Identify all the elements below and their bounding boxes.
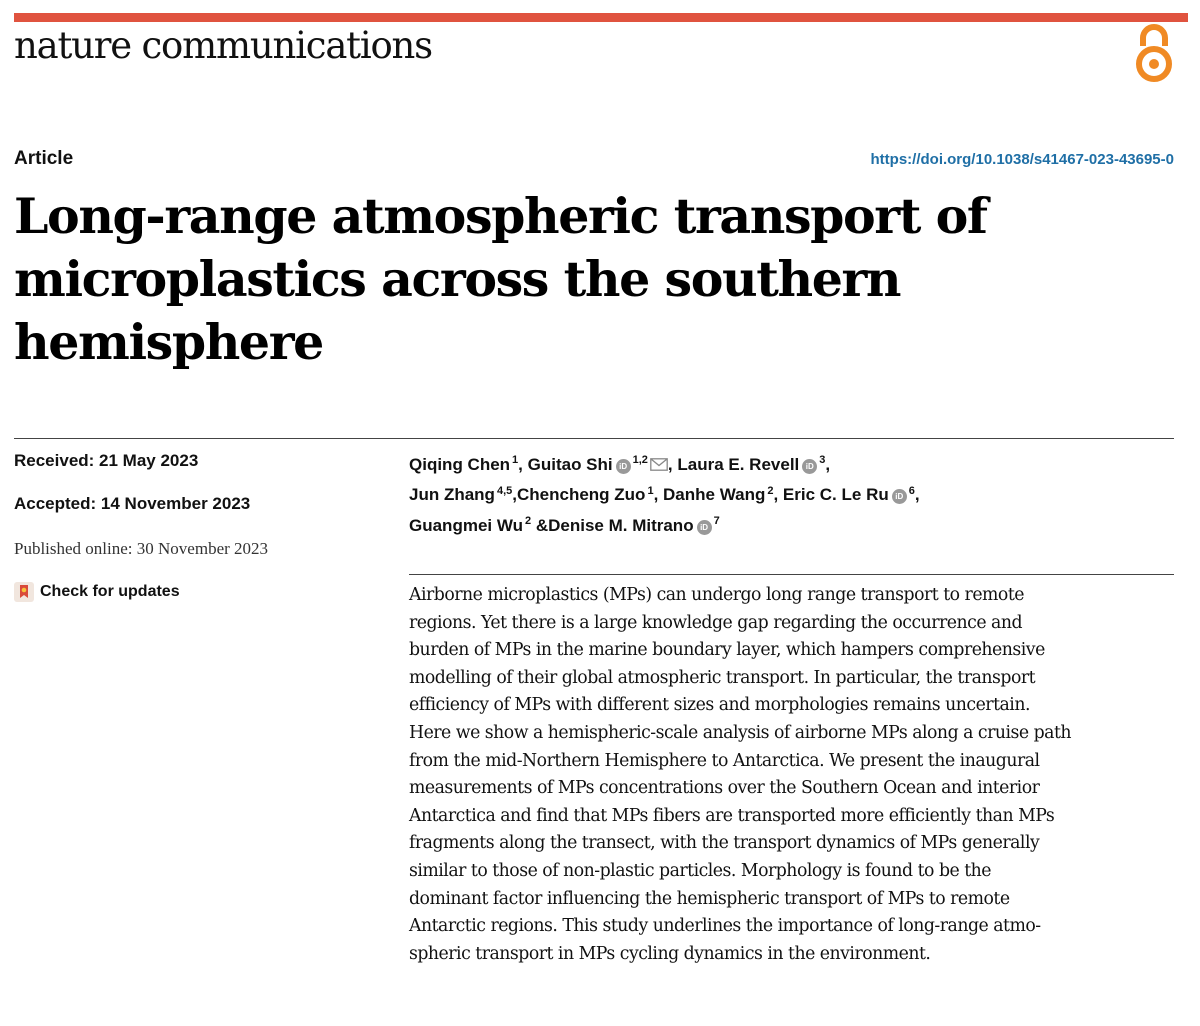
check-updates-label: Check for updates [40,583,180,600]
author[interactable] [783,485,920,504]
affiliation-number: 7 [713,515,720,528]
affiliation-number: 2 [767,484,774,497]
author[interactable] [663,485,783,504]
title-line: hemisphere [14,313,323,371]
check-for-updates-button[interactable] [14,582,180,602]
published-date: Published online: 30 November 2023 [14,539,269,558]
article-title [14,185,987,374]
orcid-icon[interactable]: iD [616,459,631,474]
title-line: microplastics across the southern [14,250,901,308]
affiliation-number: 4,5 [496,484,513,497]
open-access-icon [1134,20,1174,86]
affiliation-number: 6 [908,484,915,497]
affiliation-number: 1 [512,454,519,466]
author[interactable] [528,455,678,474]
author[interactable] [409,455,528,474]
header-accent-bar [14,13,1188,22]
author-line [409,478,1109,509]
accepted-date: Accepted: 14 November 2023 [14,494,251,513]
abstract-line: efficiency of MPs with different sizes and morphologies remains uncertain. [409,695,1030,716]
affiliation-number: 2 [524,515,532,528]
abstract-line: Airborne microplastics (MPs) can undergo long range transport to remote [409,585,1025,605]
author[interactable] [517,485,663,504]
author-name: Jun Zhang [409,485,495,505]
abstract [409,582,1189,968]
abstract-line: Here we show a hemispheric-scale analysis of airborne MPs along a cruise path [409,722,1072,743]
author-separator: , [667,454,678,474]
abstract-line: fragments along the transect, with the transport dynamics of MPs generally [409,833,1040,854]
title-line: Long-range atmospheric transport of [14,187,987,245]
section-divider [14,438,1174,439]
orcid-icon[interactable]: iD [802,459,817,474]
author-name: Guitao Shi [527,454,613,474]
author[interactable] [409,516,548,535]
author-name: Chencheng Zuo [516,485,646,505]
article-type: Article [14,148,74,169]
author-name: Qiqing Chen [409,454,511,474]
author-list [409,447,1109,539]
author-name: Denise M. Mitrano [548,515,694,535]
author-separator: , [653,485,664,505]
author[interactable] [677,455,830,474]
author-name: Guangmei Wu [409,515,523,535]
email-icon[interactable] [650,458,668,471]
abstract-line: dominant factor influencing the hemispheric transport of MPs to remote [409,888,1010,909]
author-name: Danhe Wang [663,485,766,505]
author-line [409,508,1109,539]
abstract-line: Antarctica and find that MPs fibers are transported more efficiently than MPs [409,805,1055,826]
author-separator: , [518,454,528,474]
abstract-line: modelling of their global atmospheric transport. In particular, the transport [409,667,1036,688]
abstract-line: similar to those of non-plastic particles. Morphology is found to be the [409,860,992,881]
author[interactable] [548,516,720,535]
abstract-line: regions. Yet there is a large knowledge gap regarding the occurrence and [409,612,1023,633]
affiliation-number: 1,2 [632,454,648,466]
author-name: Laura E. Revell [677,454,800,474]
affiliation-number: 1 [647,484,654,497]
abstract-line: from the mid-Northern Hemisphere to Antarctica. We present the inaugural [409,750,1040,771]
affiliation-number: 3 [819,454,826,466]
abstract-line: measurements of MPs concentrations over the Southern Ocean and interior [409,778,1040,799]
check-updates-icon [14,582,34,602]
author-separator: , [914,485,920,505]
author-line [409,447,1109,478]
author-separator: , [773,485,783,505]
abstract-divider [409,574,1174,575]
received-date: Received: 21 May 2023 [14,451,199,470]
orcid-icon[interactable]: iD [892,489,907,504]
author[interactable] [409,485,517,504]
abstract-line: spheric transport in MPs cycling dynamics in the environment. [409,943,931,964]
abstract-line: burden of MPs in the marine boundary layer, which hampers comprehensive [409,640,1045,661]
author-separator: , [825,454,831,474]
author-name: Eric C. Le Ru [782,485,889,505]
doi-link[interactable]: https://doi.org/10.1038/s41467-023-43695-0 [870,151,1174,168]
abstract-line: Antarctic regions. This study underlines the importance of long-range atmo- [409,916,1041,937]
author-separator: & [531,515,549,535]
orcid-icon[interactable]: iD [697,520,712,535]
journal-name: nature communications [14,24,432,67]
author-separator: , [512,485,517,505]
